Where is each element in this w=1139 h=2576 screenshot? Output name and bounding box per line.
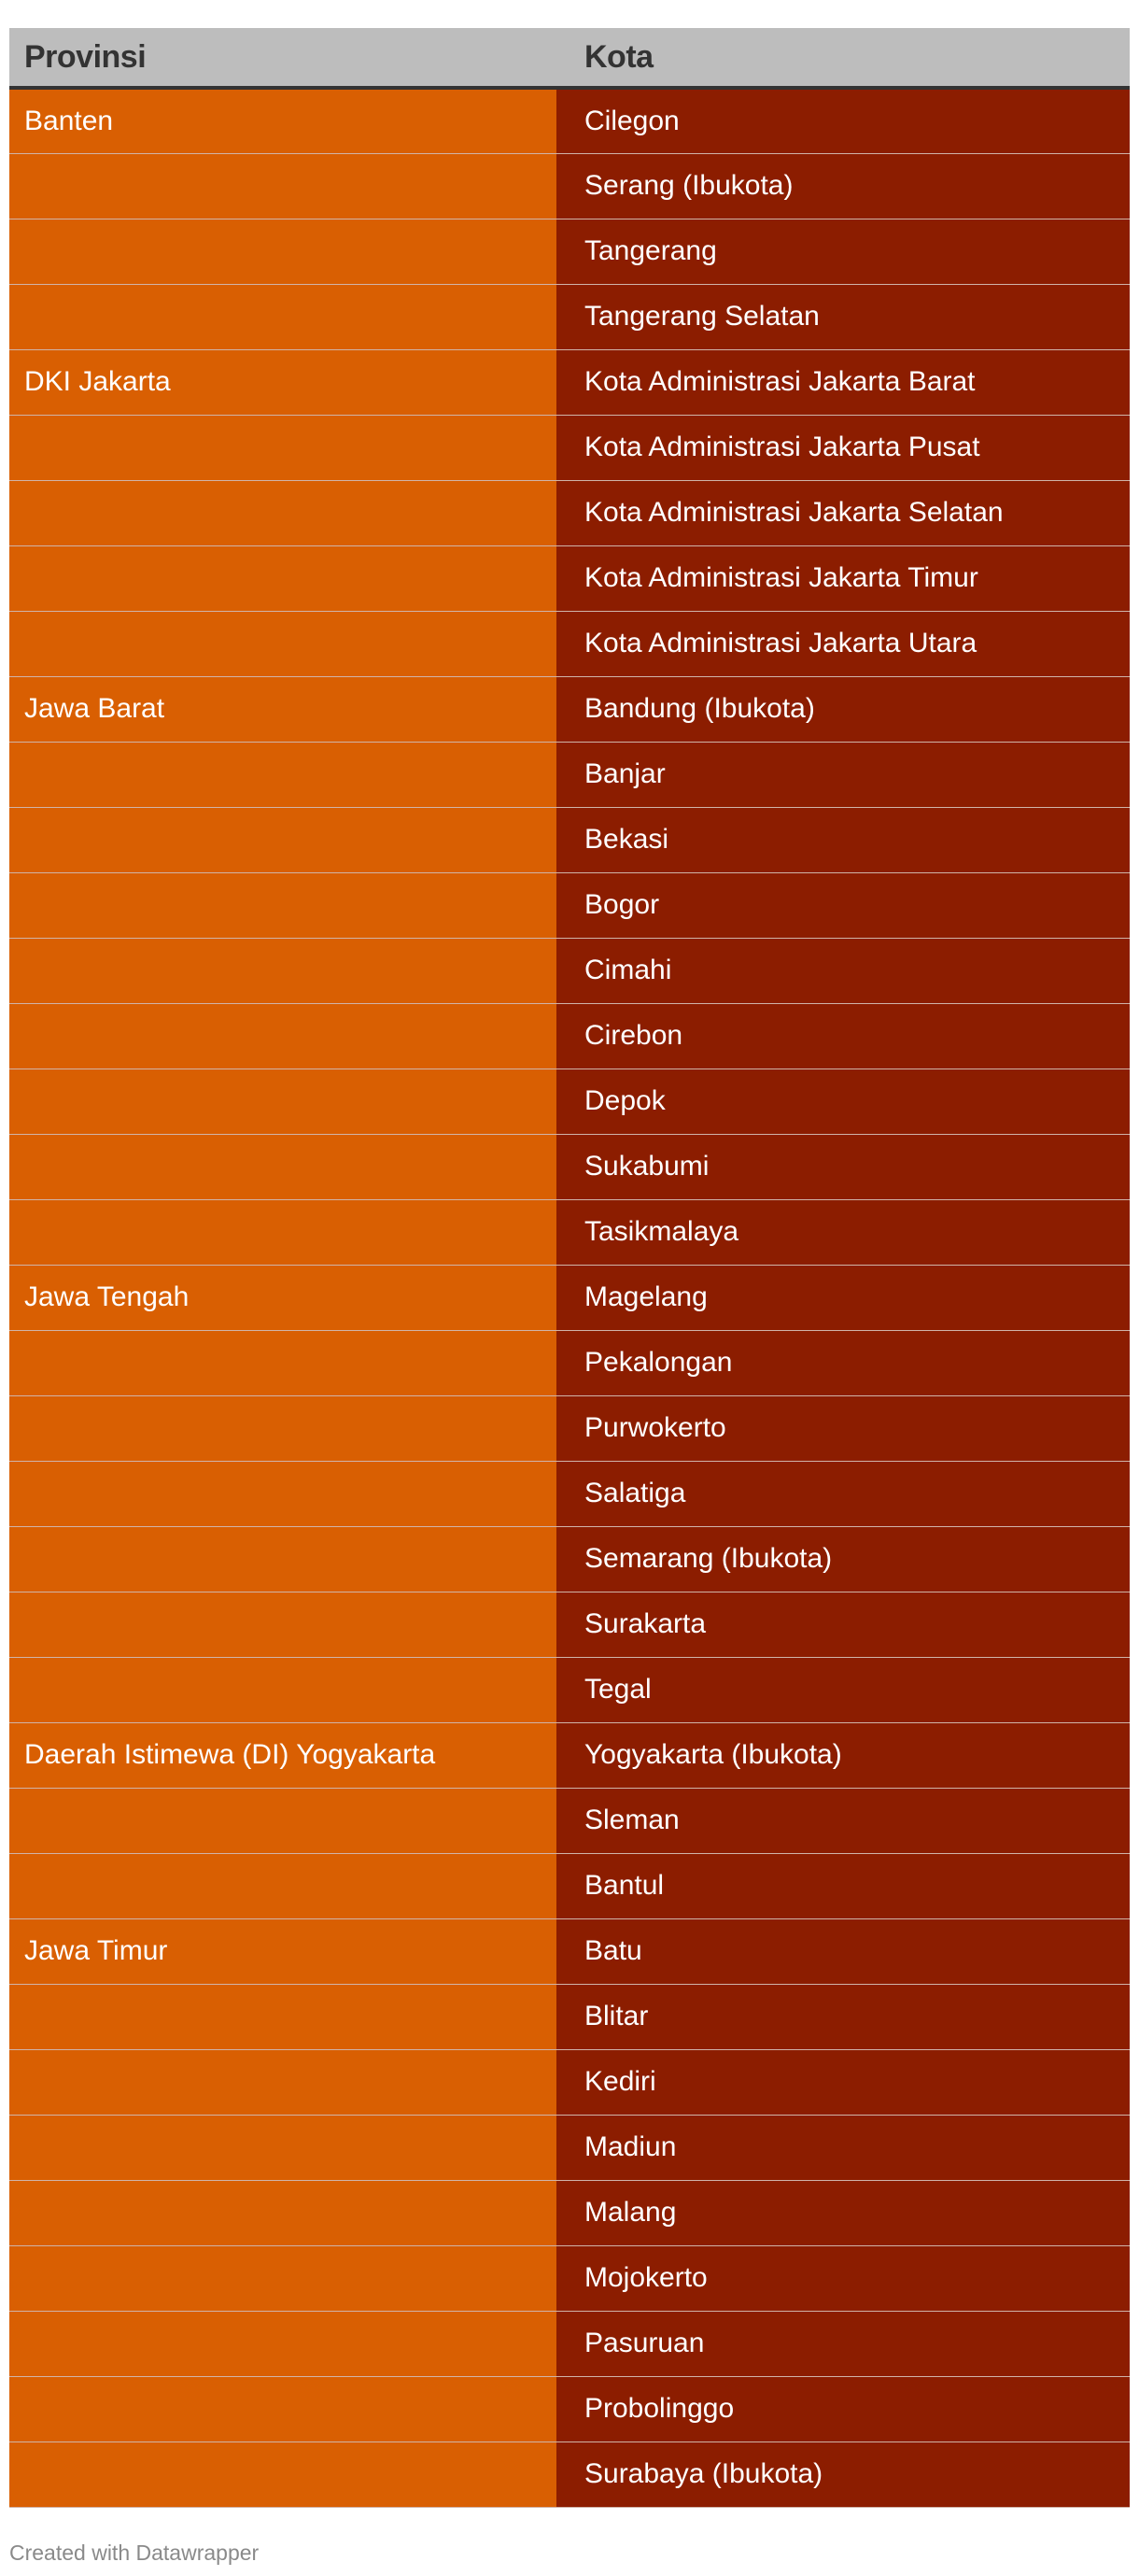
header-provinsi[interactable]: Provinsi (9, 28, 556, 88)
cell-provinsi (9, 2442, 556, 2507)
cell-provinsi (9, 219, 556, 284)
cell-provinsi (9, 1461, 556, 1526)
table-row (9, 1461, 1130, 1526)
table-row (9, 415, 1130, 480)
table-row (9, 1526, 1130, 1592)
table-row (9, 676, 1130, 742)
cell-kota: Madiun (556, 2115, 1130, 2180)
cell-kota: Kota Administrasi Jakarta Pusat (556, 415, 1130, 480)
table-row (9, 153, 1130, 219)
cell-kota: Depok (556, 1069, 1130, 1134)
table-row (9, 1330, 1130, 1395)
cell-provinsi (9, 742, 556, 807)
cell-kota: Tangerang Selatan (556, 284, 1130, 349)
cell-provinsi (9, 807, 556, 872)
table-row (9, 2180, 1130, 2245)
cell-kota: Batu (556, 1918, 1130, 1984)
cell-kota: Cimahi (556, 938, 1130, 1003)
cell-kota: Sukabumi (556, 1134, 1130, 1199)
cell-kota: Kota Administrasi Jakarta Selatan (556, 480, 1130, 545)
table-row (9, 2245, 1130, 2311)
cell-kota: Bogor (556, 872, 1130, 938)
table-row (9, 1657, 1130, 1722)
table-row (9, 1853, 1130, 1918)
cell-provinsi (9, 2311, 556, 2376)
cell-kota: Serang (Ibukota) (556, 153, 1130, 219)
cell-provinsi (9, 2180, 556, 2245)
cell-provinsi: DKI Jakarta (9, 349, 556, 415)
cell-provinsi: Banten (9, 88, 556, 153)
cell-provinsi (9, 415, 556, 480)
table-row (9, 480, 1130, 545)
cell-provinsi (9, 611, 556, 676)
cell-provinsi: Daerah Istimewa (DI) Yogyakarta (9, 1722, 556, 1788)
cell-kota: Banjar (556, 742, 1130, 807)
table-body (9, 88, 1130, 2507)
table-row (9, 1069, 1130, 1134)
cell-kota: Kota Administrasi Jakarta Utara (556, 611, 1130, 676)
table-row (9, 2442, 1130, 2507)
table-row (9, 1003, 1130, 1069)
cell-kota: Malang (556, 2180, 1130, 2245)
table-row (9, 2311, 1130, 2376)
cell-kota: Pekalongan (556, 1330, 1130, 1395)
table-row (9, 284, 1130, 349)
cell-provinsi (9, 872, 556, 938)
cell-kota: Kediri (556, 2049, 1130, 2115)
cell-kota: Purwokerto (556, 1395, 1130, 1461)
cell-kota: Kota Administrasi Jakarta Timur (556, 545, 1130, 611)
cell-provinsi: Jawa Timur (9, 1918, 556, 1984)
cell-provinsi (9, 1788, 556, 1853)
table-row (9, 1788, 1130, 1853)
table-row (9, 1722, 1130, 1788)
cell-provinsi (9, 2049, 556, 2115)
cell-kota: Probolinggo (556, 2376, 1130, 2442)
table-row (9, 2049, 1130, 2115)
table-row (9, 88, 1130, 153)
table-row (9, 2376, 1130, 2442)
cell-kota: Tegal (556, 1657, 1130, 1722)
table-row (9, 545, 1130, 611)
cell-kota: Magelang (556, 1265, 1130, 1330)
cell-kota: Tasikmalaya (556, 1199, 1130, 1265)
cell-provinsi (9, 1984, 556, 2049)
cell-provinsi (9, 1069, 556, 1134)
cell-provinsi (9, 545, 556, 611)
cell-provinsi (9, 1003, 556, 1069)
header-kota[interactable]: Kota (556, 28, 1130, 88)
cell-provinsi: Jawa Barat (9, 676, 556, 742)
cell-kota: Bekasi (556, 807, 1130, 872)
table-row (9, 219, 1130, 284)
table-row (9, 1918, 1130, 1984)
datawrapper-credit: Created with Datawrapper (9, 2541, 260, 2565)
cell-provinsi (9, 1134, 556, 1199)
cell-kota: Kota Administrasi Jakarta Barat (556, 349, 1130, 415)
table-row (9, 938, 1130, 1003)
cell-provinsi (9, 1330, 556, 1395)
cell-kota: Mojokerto (556, 2245, 1130, 2311)
header-row (9, 28, 1130, 88)
table-row (9, 1984, 1130, 2049)
cell-provinsi (9, 1657, 556, 1722)
cell-kota: Semarang (Ibukota) (556, 1526, 1130, 1592)
cell-provinsi (9, 2245, 556, 2311)
cell-kota: Surakarta (556, 1592, 1130, 1657)
cell-provinsi (9, 480, 556, 545)
data-table-container (9, 28, 1130, 2508)
cell-provinsi (9, 2115, 556, 2180)
cell-kota: Sleman (556, 1788, 1130, 1853)
cell-kota: Blitar (556, 1984, 1130, 2049)
cell-provinsi (9, 284, 556, 349)
table-row (9, 1592, 1130, 1657)
cell-kota: Cilegon (556, 88, 1130, 153)
cell-kota: Surabaya (Ibukota) (556, 2442, 1130, 2507)
table-row (9, 1395, 1130, 1461)
cell-provinsi: Jawa Tengah (9, 1265, 556, 1330)
cell-provinsi (9, 1395, 556, 1461)
table-row (9, 807, 1130, 872)
table-row (9, 349, 1130, 415)
table-row (9, 1199, 1130, 1265)
cell-kota: Tangerang (556, 219, 1130, 284)
table-row (9, 742, 1130, 807)
cell-kota: Cirebon (556, 1003, 1130, 1069)
cell-provinsi (9, 153, 556, 219)
cell-kota: Bantul (556, 1853, 1130, 1918)
cell-provinsi (9, 1526, 556, 1592)
province-city-table (9, 28, 1130, 2508)
table-row (9, 1134, 1130, 1199)
table-header (9, 28, 1130, 88)
table-row (9, 611, 1130, 676)
cell-provinsi (9, 1592, 556, 1657)
cell-kota: Pasuruan (556, 2311, 1130, 2376)
table-row (9, 1265, 1130, 1330)
cell-kota: Salatiga (556, 1461, 1130, 1526)
cell-provinsi (9, 1199, 556, 1265)
cell-provinsi (9, 2376, 556, 2442)
table-row (9, 872, 1130, 938)
cell-kota: Yogyakarta (Ibukota) (556, 1722, 1130, 1788)
cell-provinsi (9, 938, 556, 1003)
cell-provinsi (9, 1853, 556, 1918)
table-row (9, 2115, 1130, 2180)
cell-kota: Bandung (Ibukota) (556, 676, 1130, 742)
